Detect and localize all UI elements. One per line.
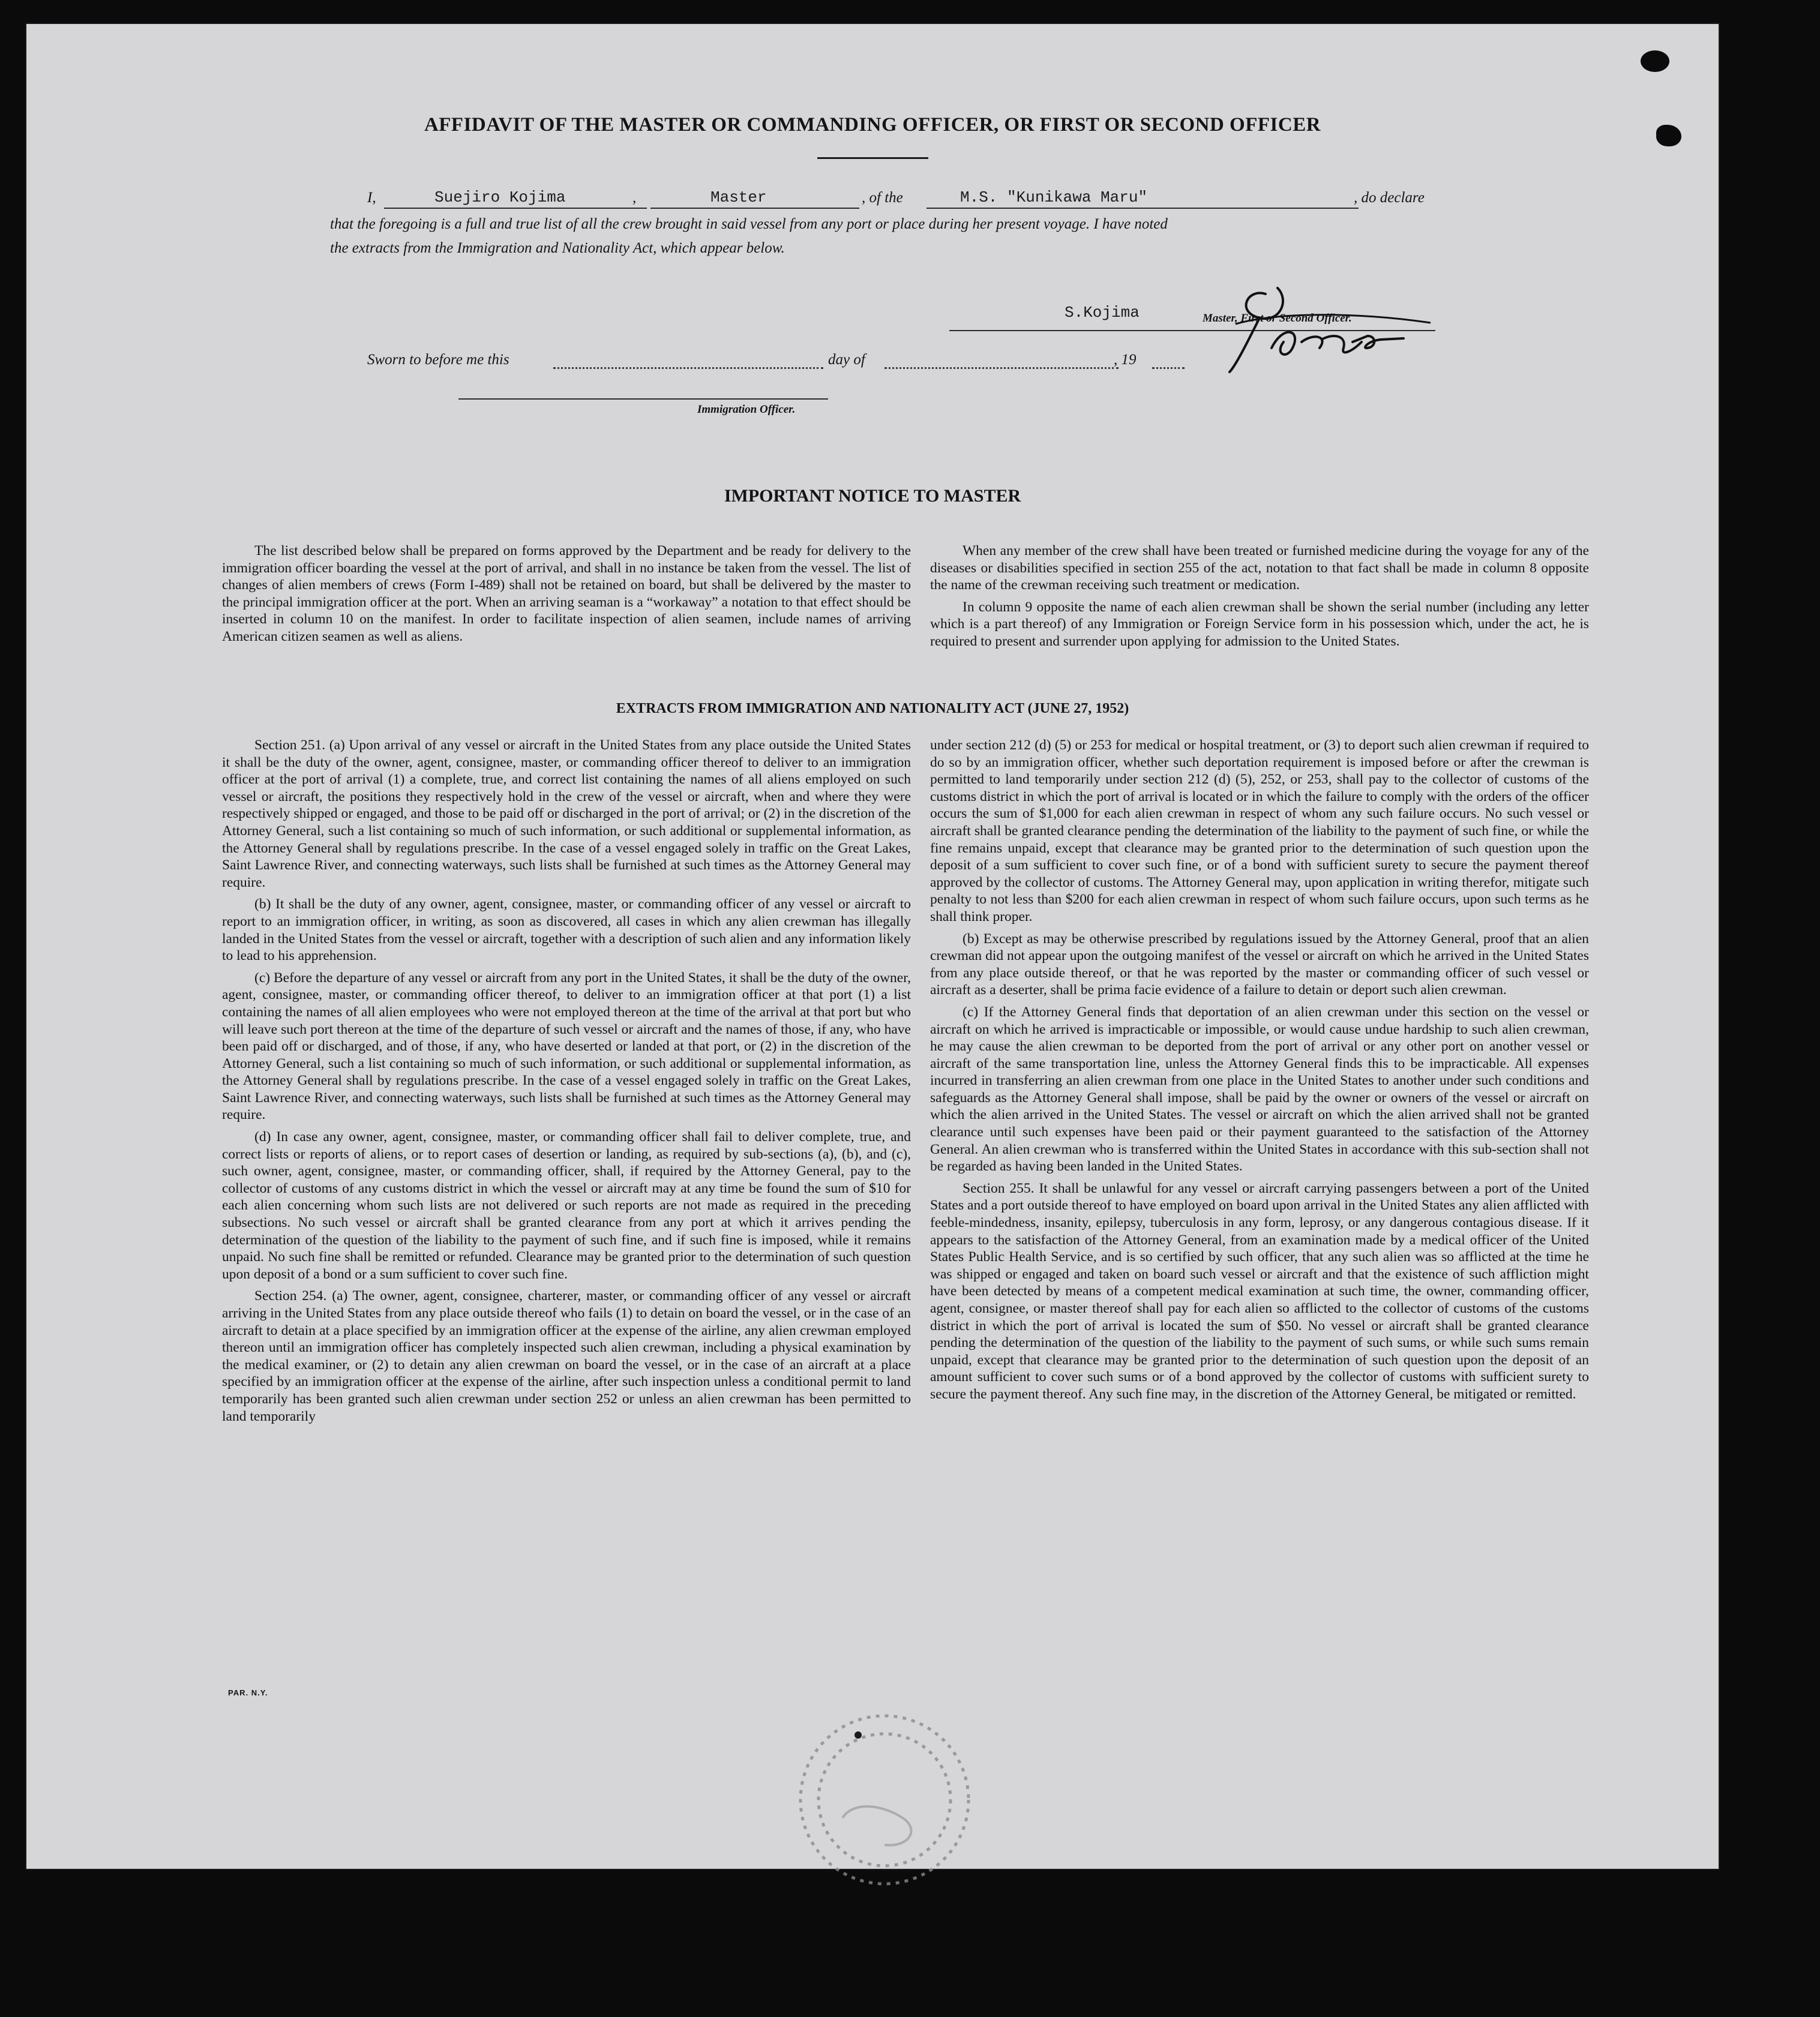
seal-stamp — [764, 1698, 1017, 1896]
section-255: Section 255. It shall be unlawful for any vessel or aircraft carrying passengers between a port of the United States and a port outside thereof to have employed on board upon arrival in the United States any alien afflicted with feeble-mindedness, insanity, epilepsy, tuberculosis in any form, leprosy, or any dangerous contagious disease. If it appears to the satisfaction of the Attorney General, from an examination made by a medical officer of the United States Public Health Service, and is so certified by such officer, that any such alien was so afflicted at the time he was shipped or engaged and taken on board such vessel or aircraft and that the existence of such affliction might have been detected by means of a competent medical examination at such time, the owner, commanding officer, agent, consignee, or master thereof shall pay for each alien so afflicted to the collector of customs of the customs district in which the port of arrival is located the sum of $50. No vessel or aircraft shall be granted clearance pending the determination of the question of the liability to the payment of such sums, or while such sums remain unpaid, except that clearance may be granted prior to the determination of such question upon the deposit of an amount sufficient to cover such sums or of a bond approved by the collector of customs with sufficient surety to secure the payment thereof. Any such fine may, in the discretion of the Attorney General, be mitigated or remitted. — [930, 1180, 1589, 1402]
year-blank — [1152, 367, 1185, 369]
section-251-a: Section 251. (a) Upon arrival of any vessel or aircraft in the United States from any place outside the United States it shall be the duty of the owner, agent, consignee, master, or commanding officer thereof to deliver to an immigration officer at the port of arrival (1) a complete, true, and correct list containing the names of all aliens employed on such vessel or aircraft, the positions they respectively hold in the crew of the vessel or aircraft, when and where they were respectively shipped or engaged, and those to be paid off or discharged in the port of arrival; or (2) in the discretion of the Attorney General, such a list containing so much of such information, or such additional or supplemental information, as the Attorney General shall by regulations prescribe. In the case of a vessel engaged solely in traffic on the Great Lakes, Saint Lawrence River, and connecting waterways, such lists shall be furnished at such times as the Attorney General may require. — [222, 737, 911, 890]
vessel-blank — [927, 208, 1359, 209]
year-label: , 19 — [1114, 352, 1137, 368]
do-declare-label: , do declare — [1354, 190, 1425, 206]
notice-paragraph: In column 9 opposite the name of each alien crewman shall be shown the serial number (including any letter which is a part thereof) of any Immigration or Foreign Service form in his possession which, under the act, he is required to present and surrender upon applying for admission to the United States. — [930, 599, 1589, 649]
affidavit-line-2: that the foregoing is a full and true list of all the crew brought in said vessel from any port or place during her present voyage. I have noted — [330, 216, 1168, 232]
extracts-title: EXTRACTS FROM IMMIGRATION AND NATIONALITY ACT (JUNE 27, 1952) — [616, 701, 1129, 716]
name-blank — [384, 208, 647, 209]
sworn-date-blank — [553, 367, 823, 369]
signer-caption: Master, First or Second Officer. — [1203, 312, 1352, 325]
section-254-b: (b) Except as may be otherwise prescribed by regulations issued by the Attorney General, proof that an alien crewman did not appear upon the outgoing manifest of the vessel or aircraft on which he arrived in the United States from any place outside thereof, or that he was reported by the master or commanding officer of such vessel or aircraft as a deserter, shall be prima facie evidence of a failure to detain or deport such alien crewman. — [930, 931, 1589, 998]
title-divider — [817, 157, 928, 159]
notice-title: IMPORTANT NOTICE TO MASTER — [724, 486, 1021, 506]
vessel-name: M.S. "Kunikawa Maru" — [960, 188, 1148, 206]
section-251-b: (b) It shall be the duty of any owner, agent, consignee, master, or commanding officer of any vessel or aircraft to report to an immigration officer, in writing, as soon as discovered, all cases in which any alien crewman has illegally landed in the United States from the vessel or aircraft, together with a description of such alien and any information likely to lead to his apprehension. — [222, 896, 911, 964]
month-blank — [884, 367, 1119, 369]
punch-hole-mark — [1641, 50, 1669, 72]
day-of-label: day of — [828, 352, 865, 368]
notice-right-column — [930, 542, 1589, 655]
notice-paragraph: The list described below shall be prepared on forms approved by the Department and be ready for delivery to the immigration officer boarding the vessel at the port of arrival, and shall in no instance be taken from the vessel. The list of changes of alien members of crews (Form I-489) shall not be retained on board, but shall be delivered by the master to the principal immigration officer at the port. When an arriving seaman is a “workaway” a notation to that effect should be inserted in column 10 on the manifest. In order to facilitate inspection of alien seamen, include names of arriving American citizen seamen as well as aliens. — [222, 543, 911, 644]
extracts-right-column — [930, 737, 1589, 1408]
affidavit-i-label: I, — [367, 190, 376, 206]
document-page — [26, 24, 1719, 1869]
name-comma: , — [632, 190, 637, 206]
sworn-label: Sworn to before me this — [367, 352, 509, 368]
section-254-c: (c) If the Attorney General finds that deportation of an alien crewman under this section on the vessel or aircraft on which he arrived is impracticable or impossible, or would cause undue hardship to such alien crewman, he may cause the alien crewman to be deported from the port of arrival or any other port on another vessel or aircraft of the same transportation line, unless the Attorney General finds this to be impracticable. All expenses incurred in transferring an alien crewman from one place in the United States to another under such conditions and safeguards as the Attorney General shall impose, shall be paid by the owner or owners of the vessel or aircraft on which the alien arrived in the United States. The vessel or aircraft on which the alien arrived shall not be granted clearance until such expenses have been paid or their payment guaranteed to the satisfaction of the Attorney General. An alien crewman who is transferred within the United States in accordance with this sub-section shall not be regarded as having been landed in the United States. — [930, 1004, 1589, 1175]
handwritten-signature — [1224, 276, 1440, 378]
of-the-label: , of the — [862, 190, 903, 206]
rank-blank — [650, 208, 859, 209]
notice-paragraph: When any member of the crew shall have been treated or furnished medicine during the voyage for any of the diseases or disabilities specified in section 255 of the act, notation to that fact shall be made in column 8 opposite the name of the crewman receiving such treatment or medication. — [930, 543, 1589, 593]
affidavit-title: AFFIDAVIT OF THE MASTER OR COMMANDING OFFICER, OR FIRST OR SECOND OFFICER — [424, 114, 1321, 136]
form-print-mark: PAR. N.Y. — [228, 1688, 268, 1697]
notice-left-column — [222, 542, 911, 650]
officer-signature-line — [458, 398, 828, 400]
master-rank: Master — [710, 188, 767, 206]
section-251-d: (d) In case any owner, agent, consignee, master, or commanding officer shall fail to deliver complete, true, and correct lists or reports of aliens, or to report cases of desertion or landing, as required by sub-sections (a), (b), and (c), such owner, agent, consignee, master, or commanding officer, shall, if required by the Attorney General, pay to the collector of customs of any customs district in which the vessel or aircraft may at any time be found the sum of $10 for each alien concerning whom such lists are not delivered or such reports are not made as required in the preceding subsections. No such vessel or aircraft shall be granted clearance from any port at which it arrives pending the determination of the question of the liability to the payment of such fine, and if such fine is imposed, while it remains unpaid. No such fine shall be remitted or refunded. Clearance may be granted prior to the determination of such question upon deposit of a bond or a sum sufficient to cover such fine. — [222, 1129, 911, 1282]
section-254-a: Section 254. (a) The owner, agent, consignee, charterer, master, or commanding officer of any vessel or aircraft arriving in the United States from any place outside thereof who fails (1) to detain on board the vessel, or in the case of an aircraft to detain at a place specified by an immigration officer at the expense of the airline, any alien crewman employed thereon until an immigration officer has completely inspected such alien crewman, including a physical examination by the medical examiner, or (2) to detain any alien crewman on board the vessel, or in the case of an aircraft at a place specified by an immigration officer at the expense of the airline, after such inspection unless a conditional permit to land temporarily has been granted such alien crewman under section 252 or unless an alien crewman has been permitted to land temporarily — [222, 1288, 911, 1424]
affidavit-line-3: the extracts from the Immigration and Nationality Act, which appear below. — [330, 240, 785, 256]
master-name: Suejiro Kojima — [434, 188, 566, 206]
extracts-left-column — [222, 737, 911, 1430]
section-251-c: (c) Before the departure of any vessel or aircraft from any port in the United States, it shall be the duty of the owner, agent, consignee, master, or commanding officer thereof, to deliver to an immigration officer at that port (1) a list containing the names of all alien employees who were not employed thereon at the time of the arrival at that port but who will leave such port thereon at the time of the departure of such vessel or aircraft and the names of those, if any, who have been paid off or discharged, and of those, if any, who have deserted or landed at that port, or (2) in the discretion of the Attorney General, such a list containing so much of such information, or such additional or supplemental information, as the Attorney General shall by regulations prescribe. In the case of a vessel engaged solely in traffic on the Great Lakes, Saint Lawrence River, and connecting waterways, such lists shall be furnished at such times as the Attorney General may require. — [222, 970, 911, 1123]
section-254-a-continued: under section 212 (d) (5) or 253 for medical or hospital treatment, or (3) to deport such alien crewman if required to do so by an immigration officer, whether such deportation requirement is imposed before or after the crewman is permitted to land temporarily under section 212 (d) (5), 252, or 253, shall pay to the collector of customs of the customs district in which the port of arrival is located or in which the failure to comply with the orders of the officer occurs the sum of $1,000 for each alien crewman in respect of whom any such failure occurs. No such vessel or aircraft shall be granted clearance pending the determination of the liability to the payment of such fine, or while the fine remains unpaid, except that clearance may be granted prior to the determination of such question upon the deposit of a sum sufficient to cover such fine, or of a bond with sufficient surety to secure the payment thereof approved by the collector of customs. The Attorney General may, upon application in writing therefor, mitigate such penalty to not less than $200 for each alien crewman in respect of whom such failure occurs, upon such terms as he shall think proper. — [930, 737, 1589, 925]
officer-caption: Immigration Officer. — [697, 403, 796, 416]
signer-typed-name: S.Kojima — [1065, 304, 1140, 322]
